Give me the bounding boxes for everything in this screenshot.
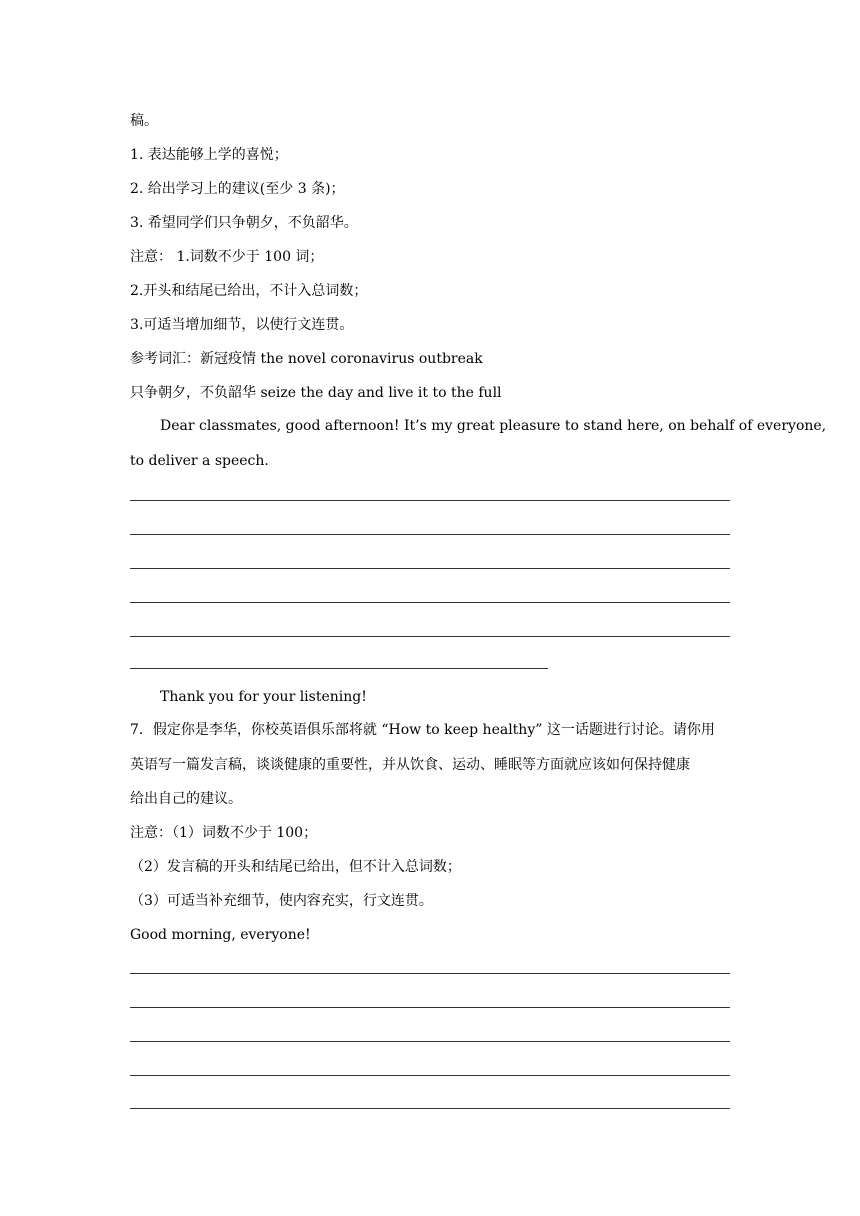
- answer-line[interactable]: [130, 1108, 730, 1109]
- task6-header-tail: 稿。: [130, 113, 158, 129]
- answer-line[interactable]: [130, 636, 730, 637]
- answer-line[interactable]: [130, 568, 730, 569]
- answer-line[interactable]: [130, 1007, 730, 1008]
- task7-prompt-line-1: 7．假定你是李华，你校英语俱乐部将就 “How to keep healthy” 这一话题进行讨论。请你用: [130, 722, 715, 738]
- answer-line[interactable]: [130, 1041, 730, 1042]
- answer-line[interactable]: [130, 602, 730, 603]
- task6-requirement-3: 3. 希望同学们只争朝夕，不负韶华。: [130, 215, 358, 231]
- task6-requirement-1: 1. 表达能够上学的喜悦；: [130, 147, 288, 163]
- answer-line[interactable]: [130, 534, 730, 535]
- task7-note-3: （3）可适当补充细节，使内容充实，行文连贯。: [130, 893, 433, 909]
- task6-note-3: 3.可适当增加细节，以使行文连贯。: [130, 317, 354, 333]
- task6-vocab-1: 参考词汇：新冠疫情 the novel coronavirus outbreak: [130, 351, 483, 367]
- task7-prompt-line-3: 给出自己的建议。: [130, 791, 242, 807]
- task6-vocab-2: 只争朝夕，不负韶华 seize the day and live it to the full: [130, 385, 502, 401]
- answer-line[interactable]: [130, 668, 548, 669]
- answer-line[interactable]: [130, 1075, 730, 1076]
- task6-opening-line-2: to deliver a speech.: [130, 453, 269, 469]
- answer-line[interactable]: [130, 500, 730, 501]
- task6-requirement-2: 2. 给出学习上的建议(至少 3 条)；: [130, 181, 345, 197]
- task6-note-1: 注意： 1.词数不少于 100 词；: [130, 249, 324, 265]
- task6-opening-line-1: Dear classmates, good afternoon! It’s my great pleasure to stand here, on behalf of everyone,: [160, 418, 827, 434]
- task6-closing: Thank you for your listening!: [160, 689, 367, 705]
- task7-prompt-line-2: 英语写一篇发言稿，谈谈健康的重要性，并从饮食、运动、睡眠等方面就应该如何保持健康: [130, 757, 690, 773]
- answer-line[interactable]: [130, 973, 730, 974]
- task7-opening: Good morning, everyone!: [130, 927, 311, 943]
- task7-note-2: （2）发言稿的开头和结尾已给出，但不计入总词数；: [130, 859, 461, 875]
- task6-note-2: 2.开头和结尾已给出，不计入总词数；: [130, 283, 368, 299]
- task7-note-1: 注意：（1）词数不少于 100；: [130, 825, 318, 841]
